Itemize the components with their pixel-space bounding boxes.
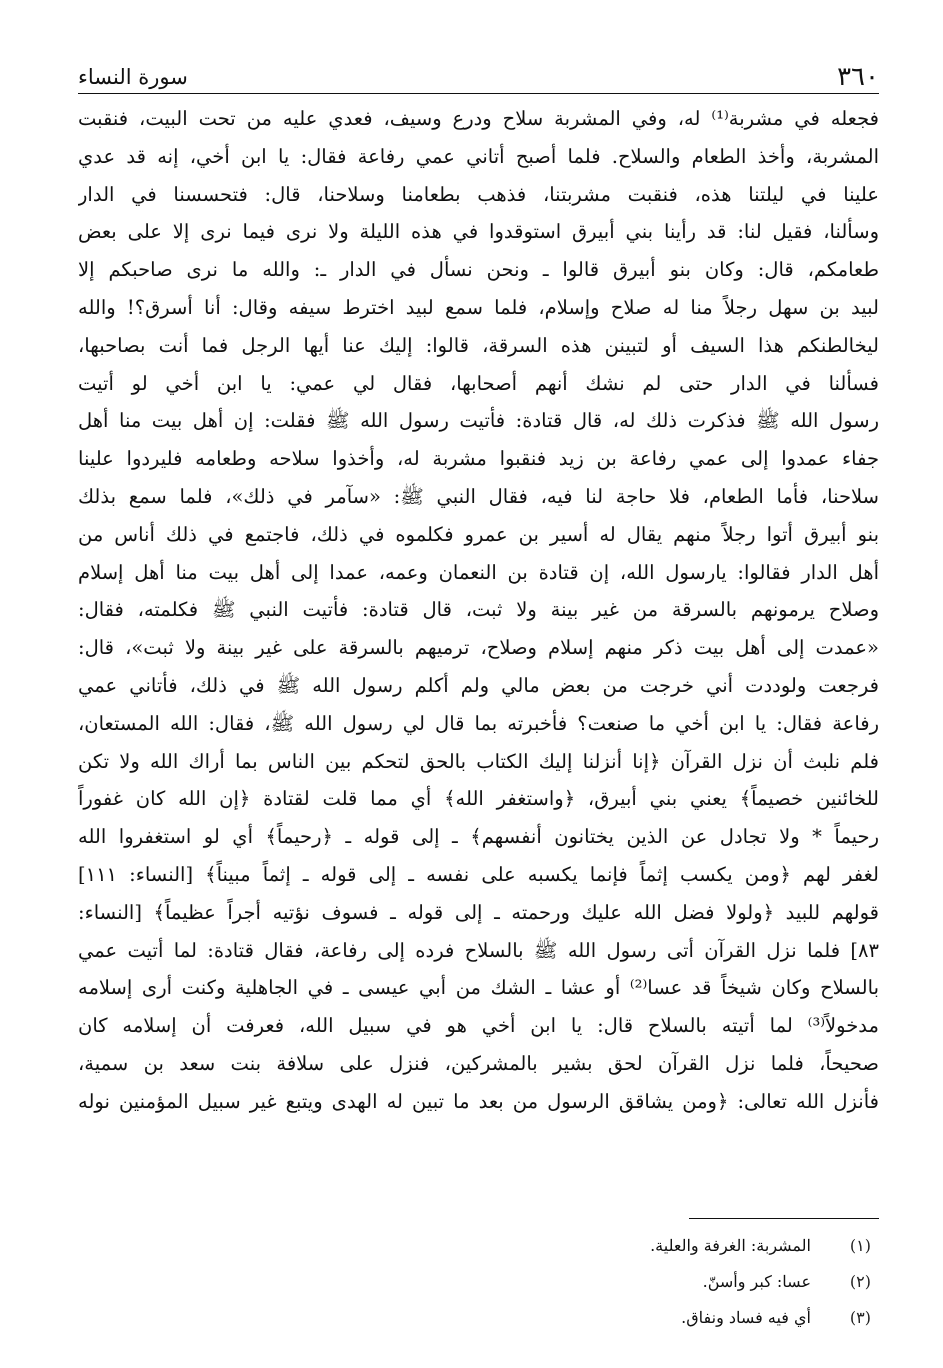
text-line: «عمدت إلى أهل بيت ذكر منهم إسلام وصلاح، ترميهم بالسرقة على غير بينة ولا ثبت»، قال: [78, 636, 879, 660]
text-line: فجعله في مشربة⁽¹⁾ له، وفي المشربة سلاح ودرع وسيف، فعدي عليه من تحت البيت، فنقبت [78, 107, 879, 130]
text-line: صحيحاً، فلما نزل القرآن لحق بشير بالمشركين، فنزل على سلافة بنت سعد بن سمية، [78, 1051, 879, 1075]
footnote-text: أي فيه فساد ونفاق. [681, 1308, 811, 1327]
footnote-text: المشربة: الغرفة والعلية. [650, 1236, 811, 1255]
surah-title: سورة النساء [78, 65, 188, 89]
footnote-text: عسا: كبر وأسنّ. [702, 1272, 811, 1291]
text-line: لبيد بن سهل رجلاً منا له صلاح وإسلام، فلما سمع لبيد اخترط سيفه وقال: أنا أسرق؟! والله [78, 295, 879, 319]
text-line: مدخولاً⁽³⁾ لما أتيته بالسلاح قال: يا ابن أخي هو في سبيل الله، فعرفت أن إسلامه كان [78, 1014, 879, 1038]
text-line: قولهم للبيد ﴿ولولا فضل الله عليك ورحمته ـ إلى قوله ـ فسوف نؤتيه أجراً عظيماً﴾ [النساء: [78, 900, 879, 924]
footnote-number: (٢) [849, 1272, 871, 1291]
text-line: ليخالطنكم هذا السيف أو لتبينن هذه السرقة، قالوا: إليك عنا أيها الرجل فما أنت بصاحبها، [78, 333, 879, 357]
text-line: فسألنا في الدار حتى لم نشك أنهم أصحابها، فقال لي عمي: يا ابن أخي لو أتيت [78, 371, 879, 395]
text-line: بالسلاح وكان شيخاً قد عسا⁽²⁾ أو عشا ـ الشك من أبي عيسى ـ في الجاهلية وكنت أرى إسلامه [78, 976, 879, 1000]
footnote [78, 1228, 879, 1264]
text-line: علينا في ليلتنا هذه، فنقبت مشربتنا، فذهب بطعامنا وسلاحنا، قال: فتحسسنا في الدار [78, 182, 879, 206]
header-rule [78, 93, 879, 94]
text-line: للخائنين خصيماً﴾ يعني بني أبيرق، ﴿واستغفر الله﴾ أي مما قلت لقتادة ﴿إن الله كان غفوراً [78, 787, 879, 811]
text-line: ٨٣] فلما نزل القرآن أتى رسول الله ﷺ بالسلاح فرده إلى رفاعة، فقال قتادة: لما أتيت عمي [78, 938, 879, 962]
text-line: رسول الله ﷺ فذكرت ذلك له، قال قتادة: فأتيت رسول الله ﷺ فقلت: إن أهل بيت منا أهل [78, 409, 879, 433]
text-line: رحيماً * ولا تجادل عن الذين يختانون أنفسهم﴾ ـ إلى قوله ـ ﴿رحيماً﴾ أي لو استغفروا الله [78, 825, 879, 849]
footnote-number: (٣) [849, 1308, 871, 1327]
page-header [78, 52, 879, 92]
footnotes [78, 1228, 879, 1336]
text-line: وصلاح يرمونهم بالسرقة من غير بينة ولا ثبت، قال قتادة: فأتيت النبي ﷺ فكلمته، فقال: [78, 598, 879, 622]
text-line: طعامكم، قال: وكان بنو أبيرق قالوا ـ ونحن نسأل في الدار ـ: والله ما نرى صاحبكم إلا [78, 258, 879, 282]
text-line: بنو أبيرق أتوا رجلاً منهم يقال له أسير بن عمرو فكلموه في ذلك، فاجتمع في ذلك أناس من [78, 522, 879, 546]
footnote [78, 1300, 879, 1336]
body-text [78, 100, 879, 1121]
text-line: رفاعة فقال: يا ابن أخي ما صنعت؟ فأخبرته بما قال لي رسول الله ﷺ، فقال: الله المستعان، [78, 711, 879, 735]
text-line: فأنزل الله تعالى: ﴿ومن يشاقق الرسول من بعد ما تبين له الهدى ويتبع غير سبيل المؤمنين نوله [78, 1089, 879, 1113]
text-line: سلاحنا، فأما الطعام، فلا حاجة لنا فيه، فقال النبي ﷺ: «سآمر في ذلك»، فلما سمع بذلك [78, 484, 879, 508]
text-line: أهل الدار فقالوا: يارسول الله، إن قتادة بن النعمان وعمه، عمدا إلى أهل بيت منا أهل إسلام [78, 560, 879, 584]
text-line: فلم نلبث أن نزل القرآن ﴿إنا أنزلنا إليك الكتاب بالحق لتحكم بين الناس بما أراك الله ولا تكن [78, 749, 879, 773]
text-line: لغفر لهم ﴿ومن يكسب إثماً فإنما يكسبه على نفسه ـ إلى قوله ـ إثماً مبيناً﴾ [النساء: ١١١] [78, 862, 879, 886]
footnote-number: (١) [849, 1236, 871, 1255]
footnote-rule [689, 1218, 879, 1219]
text-line: المشربة، وأخذ الطعام والسلاح. فلما أصبح أتاني عمي رفاعة فقال: يا ابن أخي، إنه قد عدي [78, 144, 879, 168]
text-line: وسألنا، فقيل لنا: قد رأينا بني أبيرق استوقدوا في هذه الليلة ولا نرى فيما نرى إلا على بعض [78, 220, 879, 244]
footnote [78, 1264, 879, 1300]
page-number: ٣٦٠ [837, 62, 879, 92]
text-line: جفاء عمدوا إلى عمي رفاعة بن زيد فنقبوا مشربة له، وأخذوا سلاحه وطعامه فليردوا علينا [78, 447, 879, 471]
text-line: فرجعت ولوددت أني خرجت من بعض مالي ولم أكلم رسول الله ﷺ في ذلك، فأتاني عمي [78, 673, 879, 697]
